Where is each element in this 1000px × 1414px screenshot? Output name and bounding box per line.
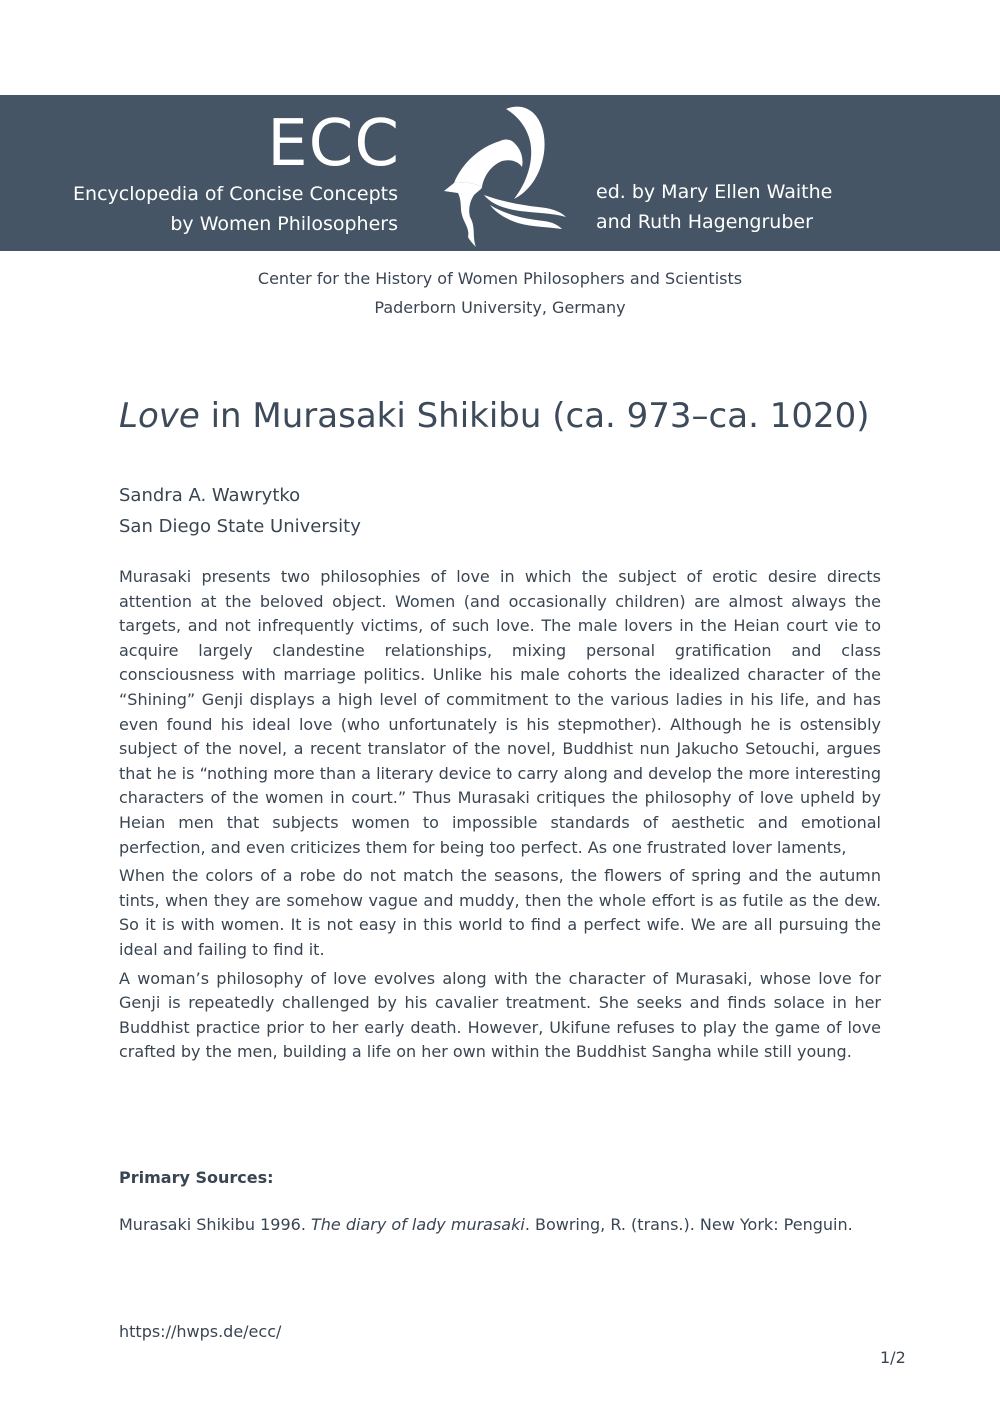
reference-prefix: Murasaki Shikibu 1996. bbox=[119, 1215, 311, 1234]
encyclopedia-title-line2: by Women Philosophers bbox=[170, 213, 398, 235]
institution-block bbox=[0, 264, 1000, 322]
body-paragraph-3: A woman’s philosophy of love evolves along with the character of Murasaki, whose love for Genji is repeatedly challenged by his cavalier treatment. She seeks and finds solace in her Buddhist practice prior to her early death. However, Ukifune refuses to play the game of love crafted by the men, building a life on her own within the Buddhist Sangha while still young. bbox=[119, 968, 881, 1062]
athena-helmet-icon bbox=[440, 101, 570, 247]
encyclopedia-title-line1: Encyclopedia of Concise Concepts bbox=[73, 183, 398, 205]
editors-line2: and Ruth Hagengruber bbox=[596, 211, 813, 233]
article-title bbox=[119, 392, 899, 440]
author-name: Sandra A. Wawrytko bbox=[119, 485, 301, 506]
author-block bbox=[119, 480, 361, 542]
banner-left-block bbox=[73, 109, 398, 239]
reference-suffix: . Bowring, R. (trans.). New York: Penguin. bbox=[524, 1215, 853, 1234]
institution-line1: Center for the History of Women Philosophers and Scientists bbox=[257, 269, 743, 288]
page-number: 1/2 bbox=[880, 1348, 906, 1367]
footer-url-link[interactable]: https://hwps.de/ecc/ bbox=[119, 1322, 282, 1341]
article-body bbox=[119, 565, 881, 1069]
reference-title: The diary of lady murasaki bbox=[311, 1215, 525, 1234]
body-quote-paragraph: When the colors of a robe do not match the seasons, the flowers of spring and the autumn tints, when they are somehow vague and muddy, then the whole effort is as futile as the dew. So it is with women. It is not easy in this world to find a perfect wife. We are all pursuing the ideal and failing to find it. bbox=[119, 866, 881, 959]
ecc-logo: ECC bbox=[267, 107, 400, 181]
primary-sources-heading: Primary Sources: bbox=[119, 1168, 274, 1187]
body-paragraph-1: Murasaki presents two philosophies of love in which the subject of erotic desire directs attention at the beloved object. Women (and occasionally children) are almost always the targets, and not infrequently victims, of such love. The male lovers in the Heian court vie to acquire largely clandestine relationships, mixing personal gratification and class consciousness with marriage politics. Unlike his male cohorts the idealized character of the “Shining” Genji displays a high level of commitment to the various ladies in his life, and has even found his ideal love (who unfortunately is his stepmother). Although he is ostensibly subject of the novel, a recent translator of the novel, Buddhist nun Jakucho Setouchi, argues that he is “nothing more than a literary device to carry along and develop the more interesting characters of the women in court.” Thus Murasaki critiques the philosophy of love upheld by Heian men that subjects women to impossible standards of aesthetic and emotional perfection, and even criticizes them for being too perfect. As one frustrated lover laments, bbox=[119, 567, 881, 857]
reference-entry bbox=[119, 1213, 881, 1238]
article-title-rest: in Murasaki Shikibu (ca. 973–ca. 1020) bbox=[199, 396, 870, 436]
author-affiliation: San Diego State University bbox=[119, 516, 361, 537]
editors-line1: ed. by Mary Ellen Waithe bbox=[596, 181, 833, 203]
institution-line2: Paderborn University, Germany bbox=[374, 298, 626, 317]
header-banner bbox=[0, 95, 1000, 251]
banner-editors-block bbox=[596, 177, 832, 237]
article-title-italic: Love bbox=[119, 396, 200, 436]
